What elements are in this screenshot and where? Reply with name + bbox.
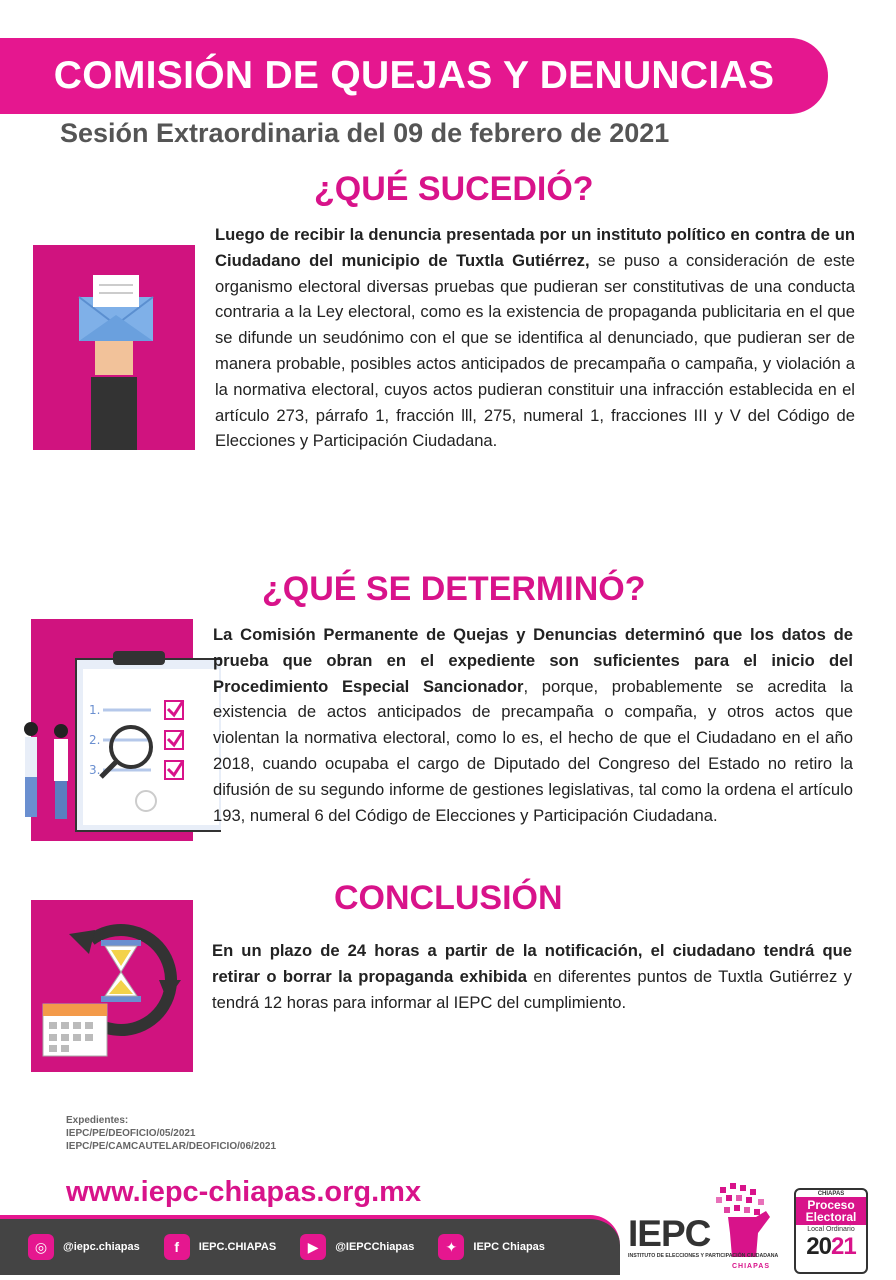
social-label: @IEPCChiapas [335, 1241, 415, 1253]
iepc-logo-fullname: INSTITUTO DE ELECCIONES Y PARTICIPACIÓN CIUDADANA [628, 1253, 779, 1259]
hourglass-calendar-illustration [31, 900, 193, 1072]
section-text-sucedio-bold: Luego de recibir la denuncia presentada por un instituto político en contra de un Ciudadano del municipio de Tuxtla Gutiérrez, [215, 225, 855, 270]
section-text-determino-body: , porque, probablemente se acredita la existencia de actos anticipados de precampaña o compaña, y otros actos que violentan la normativa electoral, como lo es, el hecho de que el Ciudadano en el año 2018, cuando ocupaba el cargo de Diputado del Congreso del Estado no retiro la difusión de su segundo informe de gestiones legislativas, tal como la ordena el artículo 193, numeral 6 del Código de Elecciones y Participación Ciudadana. [213, 676, 853, 825]
iepc-logo [628, 1183, 788, 1275]
social-label: @iepc.chiapas [63, 1241, 140, 1253]
section-title-determino: ¿QUÉ SE DETERMINÓ? [262, 570, 646, 608]
section-text-determino-bold: La Comisión Permanente de Quejas y Denuncias determinó que los datos de prueba que obran en el expediente son suficientes para el inicio del Procedimiento Especial Sancionador [213, 625, 853, 696]
social-instagram[interactable] [28, 1234, 140, 1260]
proceso-year-b: 21 [831, 1233, 856, 1260]
social-footer-bar [0, 1215, 620, 1275]
facebook-icon: f [164, 1234, 190, 1260]
section-text-conclusion-bold: En un plazo de 24 horas a partir de la notificación, el ciudadano tendrá que retirar o borrar la propaganda exhibida [212, 941, 852, 986]
expediente-item: IEPC/PE/CAMCAUTELAR/DEOFICIO/06/2021 [66, 1141, 277, 1152]
section-text-sucedio-body: se puso a consideración de este organismo electoral diversas pruebas que pudieran ser constitutivas de una conducta contraria a la Ley electoral, como es la existencia de propaganda publicitaria en el que se difunde un seudónimo con el que se identifica al denunciado, que pudieran ser de manera probable, posibles actos anticipados de precampaña o campaña, y violación a la normativa electoral, cuyos actos pudieran constituir una infracción establecida en el artículo 273, párrafo 1, fracción lll, 275, numeral 1, fracciones III y V del Código de Elecciones y Participación Ciudadana. [215, 250, 855, 451]
social-twitter[interactable] [438, 1234, 545, 1260]
section-title-sucedio: ¿QUÉ SUCEDIÓ? [314, 170, 594, 208]
page-title: COMISIÓN DE QUEJAS Y DENUNCIAS [53, 54, 775, 97]
proceso-year [796, 1234, 866, 1260]
iepc-hand-icon [710, 1183, 780, 1261]
social-label: IEPC Chiapas [473, 1241, 545, 1253]
youtube-icon: ▶ [300, 1234, 326, 1260]
page-subtitle: Sesión Extraordinaria del 09 de febrero de 2021 [60, 118, 670, 148]
expedientes-label: Expedientes: [66, 1115, 129, 1126]
section-text-determino [213, 622, 853, 828]
social-facebook[interactable] [164, 1234, 276, 1260]
iepc-logo-state: CHIAPAS [732, 1263, 770, 1270]
website-link[interactable]: www.iepc-chiapas.org.mx [66, 1176, 422, 1208]
expediente-item: IEPC/PE/DEOFICIO/05/2021 [66, 1128, 196, 1139]
proceso-electoral-badge [794, 1188, 868, 1274]
twitter-icon: ✦ [438, 1234, 464, 1260]
checklist-number-3: 3. [89, 763, 101, 777]
checklist-illustration [31, 619, 193, 841]
proceso-line1: Proceso [807, 1198, 855, 1212]
proceso-year-a: 20 [806, 1233, 831, 1260]
checklist-number-2: 2. [89, 733, 101, 747]
proceso-title [796, 1197, 866, 1225]
proceso-line2: Electoral [805, 1210, 857, 1224]
proceso-top: CHIAPAS [817, 1191, 845, 1197]
section-text-conclusion-body: en diferentes puntos de Tuxtla Gutiérrez y tendrá 12 horas para informar al IEPC del cumplimiento. [212, 966, 852, 1012]
checklist-number-1: 1. [89, 703, 101, 717]
section-text-sucedio [215, 222, 855, 454]
proceso-line3: Local Ordinario [807, 1226, 855, 1233]
expedientes-block [66, 1114, 276, 1153]
social-youtube[interactable] [300, 1234, 414, 1260]
instagram-icon: ◎ [28, 1234, 54, 1260]
title-banner [0, 38, 828, 114]
envelope-hand-illustration [33, 245, 195, 450]
iepc-logo-text: IEPC [628, 1213, 711, 1254]
social-label: IEPC.CHIAPAS [198, 1241, 277, 1253]
section-text-conclusion [212, 938, 852, 1015]
section-title-conclusion: CONCLUSIÓN [334, 879, 563, 917]
